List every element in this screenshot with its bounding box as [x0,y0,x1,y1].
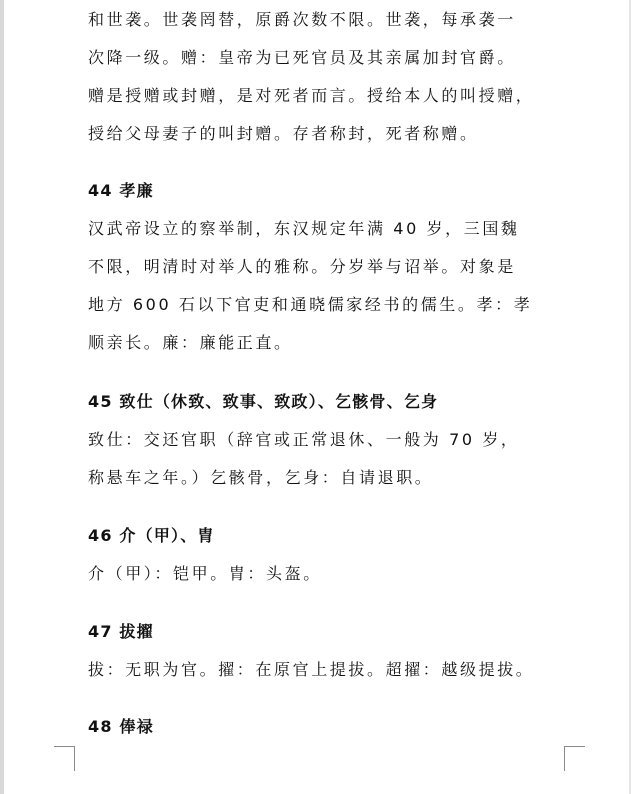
section-45-line-1: 致仕：交还官职（辞官或正常退休、一般为 70 岁， [88,430,520,449]
section-44-line-4: 顺亲长。廉：廉能正直。 [88,333,293,352]
section-heading-48: 48 俸禄 [88,717,154,736]
page-corner-mark-right [564,746,585,771]
intro-line-3: 赠是授赠或封赠，是对死者而言。授给本人的叫授赠， [88,86,535,105]
section-44-line-3: 地方 600 石以下官吏和通晓儒家经书的儒生。孝：孝 [88,295,533,314]
section-46-line-1: 介（甲）：铠甲。胄：头盔。 [88,564,322,583]
intro-line-1: 和世袭。世袭罔替，原爵次数不限。世袭，每承袭一 [88,10,516,29]
section-44-line-1: 汉武帝设立的察举制，东汉规定年满 40 岁，三国魏 [88,219,520,238]
section-heading-44: 44 孝廉 [88,181,154,200]
section-heading-45: 45 致仕（休致、致事、致政）、乞骸骨、乞身 [88,392,439,411]
section-47-line-1: 拔：无职为官。擢：在原官上提拔。超擢：越级提拔。 [88,660,535,679]
section-44-line-2: 不限，明清时对举人的雅称。分岁举与诏举。对象是 [88,257,516,276]
section-45-line-2: 称悬车之年。）乞骸骨，乞身：自请退职。 [88,468,434,487]
intro-line-4: 授给父母妻子的叫封赠。存者称封，死者称赠。 [88,124,479,143]
page-corner-mark-left [54,746,75,771]
section-heading-47: 47 拔擢 [88,622,154,641]
section-heading-46: 46 介（甲）、胄 [88,526,215,545]
intro-line-2: 次降一级。赠：皇帝为已死官员及其亲属加封官爵。 [88,48,516,67]
